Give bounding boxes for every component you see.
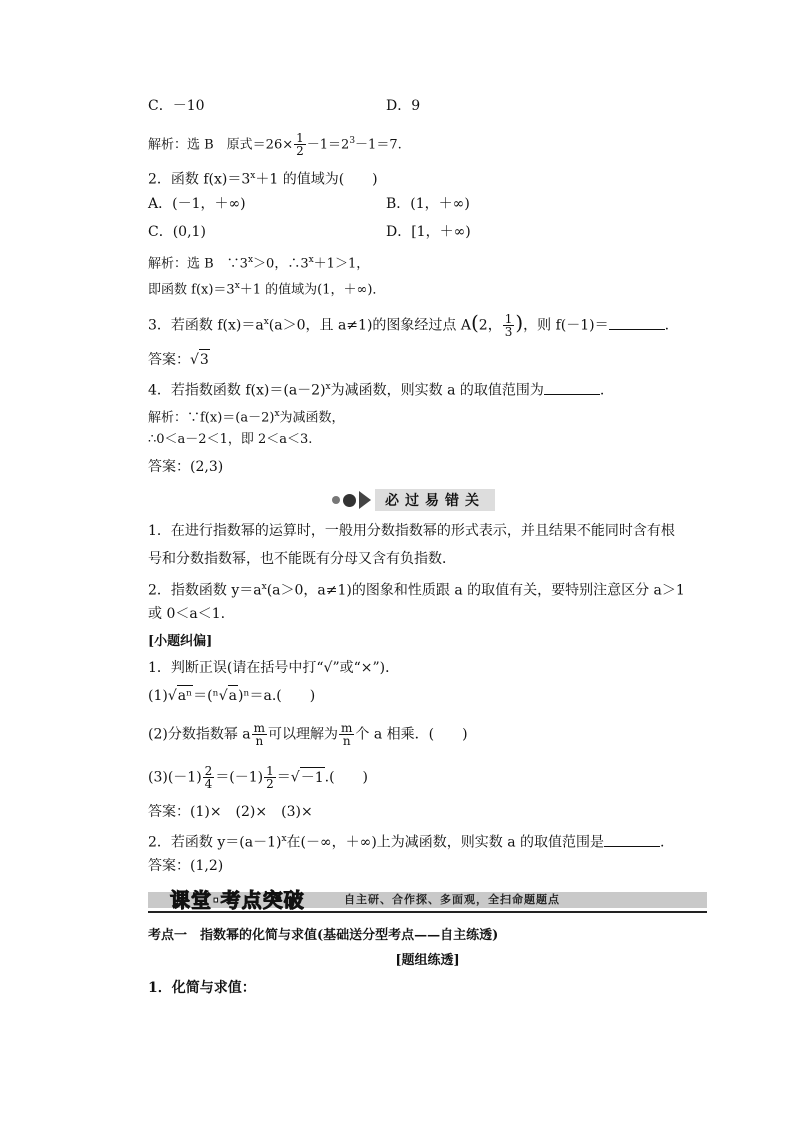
q2-option-a: A．(－1，＋∞) [148, 196, 246, 212]
q4-answer: 答案：(2,3) [148, 459, 224, 475]
practice-item-3: (3)(－1) $\frac{2}{4}$ ＝(－1) $\frac{1}{2}$ ＝√－1.( ) [148, 764, 369, 791]
option-c: C．－10 [148, 98, 205, 114]
q2-solution-2: 即函数 $f(x)=3^x+1$ 的值域为(1，＋∞)． [148, 281, 386, 298]
banner-title: 必过易错关 [375, 489, 495, 511]
practice-answer-2: 答案：(1,2) [148, 858, 224, 874]
banner-subtitle: 自主研、合作探、多面观，全扫命题题点 [344, 893, 560, 906]
subheading: [题组练透] [395, 953, 460, 968]
q3-answer: 答案：√3 [148, 349, 210, 370]
kaodian-1-heading: 考点一 指数幂的化简与求值(基础送分型考点——自主练透) [148, 928, 499, 943]
answer-blank [609, 317, 665, 330]
answer-blank [544, 382, 600, 395]
q2-option-c: C．(0,1) [148, 224, 206, 240]
dot-icon [343, 494, 356, 507]
note-2-line-1: 2．指数函数 $y=a^x(a>0$，a≠1)的图象和性质跟 a 的取值有关，要特别注意区分 a＞1 [148, 582, 685, 599]
q2-option-d: D．[1，＋∞) [386, 224, 471, 240]
practice-answer-1: 答案：(1)× (2)× (3)× [148, 804, 313, 820]
note-1-line-1: 1．在进行指数幂的运算时，一般用分数指数幂的形式表示，并且结果不能同时含有根 [148, 523, 675, 539]
q2-solution-1: 解析：选 B $\because 3^x>0$，$\therefore 3^x+1>1$， [148, 255, 370, 272]
q2-option-b: B．(1，＋∞) [386, 196, 470, 212]
option-d: D．9 [386, 98, 421, 114]
practice-q1: 1．判断正误(请在括号中打“√”或“×”)． [148, 660, 400, 676]
answer-blank [604, 834, 660, 847]
practice-item-1: (1)√aⁿ＝(ⁿ√a)ⁿ＝a.( ) [148, 685, 315, 706]
question-heading: 1．化简与求值： [148, 980, 256, 996]
practice-q2: 2．若函数 $y=(a-1)^x$在(－∞，＋∞)上为减函数，则实数 a 的取值范围是 . [148, 834, 665, 851]
section-banner-errors [332, 490, 495, 510]
section-banner-classroom [148, 888, 707, 914]
arrow-icon [359, 491, 371, 509]
note-1-line-2: 号和分数指数幂，也不能既有分母又含有负指数． [148, 551, 456, 567]
q1-solution: 解析：选 B 原式＝26× $\frac{1}{2}$ $-1=2^3-1=7$. [148, 131, 402, 159]
q2-stem: 2．函数 $f(x)=3^x+1$ 的值域为( ) [148, 171, 378, 188]
practice-item-2: (2)分数指数幂 a $\frac{m}{n}$ 可以理解为 $\frac{m}{n}$ 个 a 相乘．( ) [148, 721, 468, 748]
q4-stem: 4．若指数函数 $f(x)=(a-2)^x$为减函数，则实数 a 的取值范围为 . [148, 382, 605, 399]
q4-solution-2: ∴0＜a－2＜1，即 2＜a＜3. [148, 432, 313, 447]
note-2-line-2: 或 0＜a＜1. [148, 606, 226, 622]
q3-stem: 3．若函数 $f(x)=a^x(a>0$，且 a≠1)的图象经过点 A(2， $\frac{1}{3}$ )，则 f(－1)＝ . [148, 310, 670, 340]
q4-solution-1: 解析：$\because f(x)=(a-2)^x$为减函数， [148, 409, 345, 426]
dot-icon [332, 496, 340, 504]
practice-heading: [小题纠偏] [148, 634, 213, 649]
banner-title: 课堂·考点突破 [170, 888, 305, 912]
